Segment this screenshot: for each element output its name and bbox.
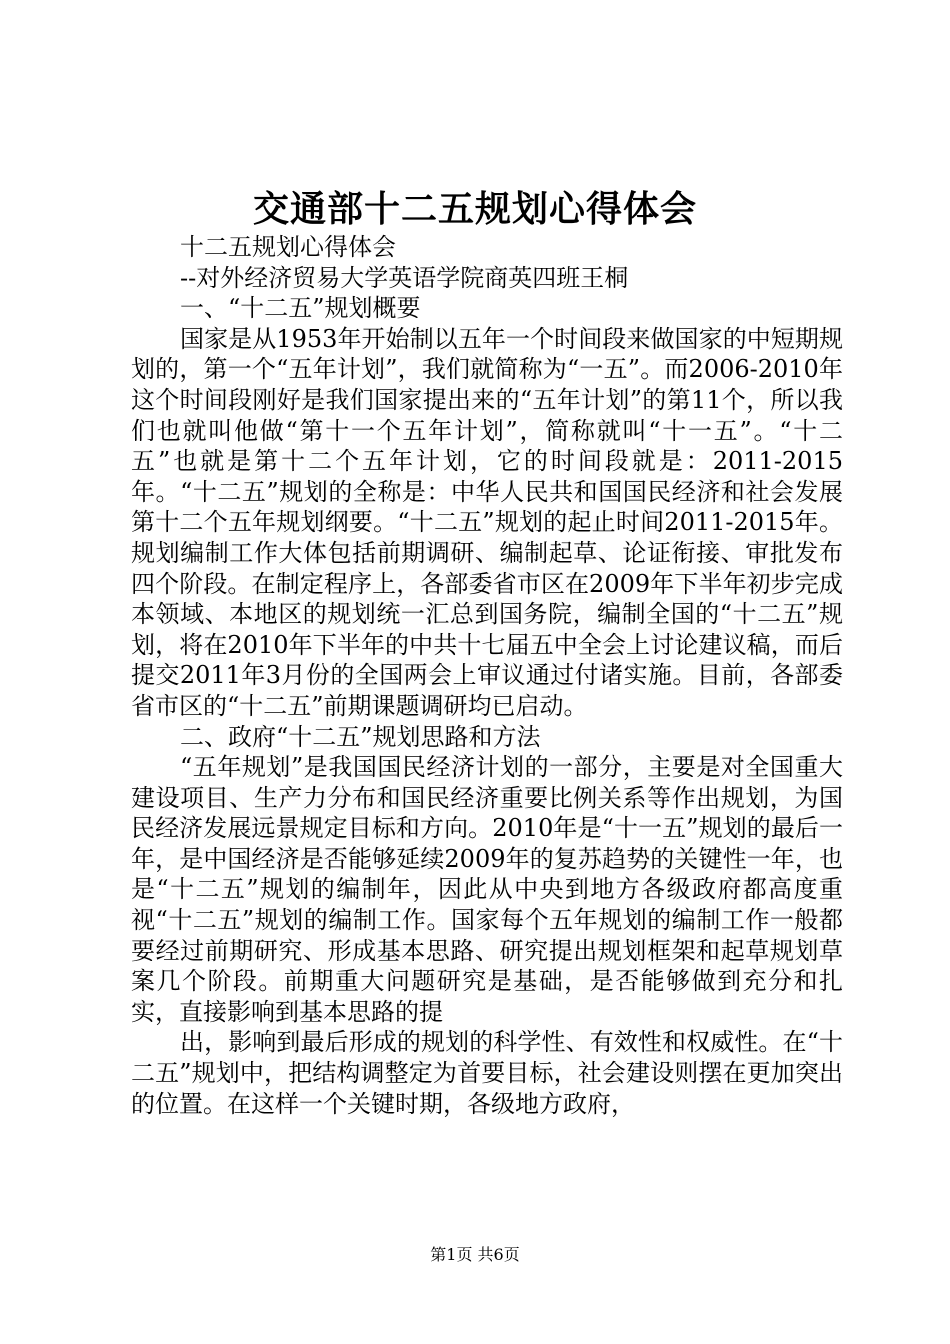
paragraph-overview: 国家是从1953年开始制以五年一个时间段来做国家的中短期规划的，第一个“五年计划”，我们就简称为“一五”。而2006-2010年这个时间段刚好是我们国家提出来的“五年计划”的第11个，所以我们也就叫他做“第十一个五年计划”，简称就叫“十一五”。“十二五”也就是第十二个五年计划，它的时间段就是：2011-2015年。“十二五”规划的全称是：中华人民共和国国民经济和社会发展第十二个五年规划纲要。“十二五”规划的起止时间2011-2015年。规划编制工作大体包括前期调研、编制起草、论证衔接、审批发布四个阶段。在制定程序上，各部委省市区在2009年下半年初步完成本领域、本地区的规划统一汇总到国务院，编制全国的“十二五”规划，将在2010年下半年的中共十七届五中全会上讨论建议稿，而后提交2011年3月份的全国两会上审议通过付诸实施。目前，各部委省市区的“十二五”前期课题调研均已启动。 [131,324,843,720]
paragraph-subtitle: 十二五规划心得体会 [180,233,396,261]
document-body [131,232,843,1119]
document-title: 交通部十二五规划心得体会 [252,188,697,230]
page-footer: 第1页 共6页 [430,1245,520,1264]
paragraph-author: --对外经济贸易大学英语学院商英四班王桐 [180,263,629,292]
paragraph-approach: “五年规划”是我国国民经济计划的一部分，主要是对全国重大建设项目、生产力分布和国民经济重要比例关系等作出规划，为国民经济发展远景规定目标和方向。2010年是“十一五”规划的最后一年，是中国经济是否能够延续2009年的复苏趋势的关键性一年，也是“十二五”规划的编制年，因此从中央到地方各级政府都高度重视“十二五”规划的编制工作。国家每个五年规划的编制工作一般都要经过前期研究、形成基本思路、研究提出规划框架和起草规划草案几个阶段。前期重大问题研究是基础，是否能够做到充分和扎实，直接影响到基本思路的提 [131,753,843,1026]
paragraph-continuation: 出，影响到最后形成的规划的科学性、有效性和权威性。在“十二五”规划中，把结构调整定为首要目标，社会建设则摆在更加突出的位置。在这样一个关键时期，各级地方政府， [131,1028,843,1118]
section-heading-1: 一、“十二五”规划概要 [180,294,421,323]
section-heading-2: 二、政府“十二五”规划思路和方法 [180,722,541,751]
